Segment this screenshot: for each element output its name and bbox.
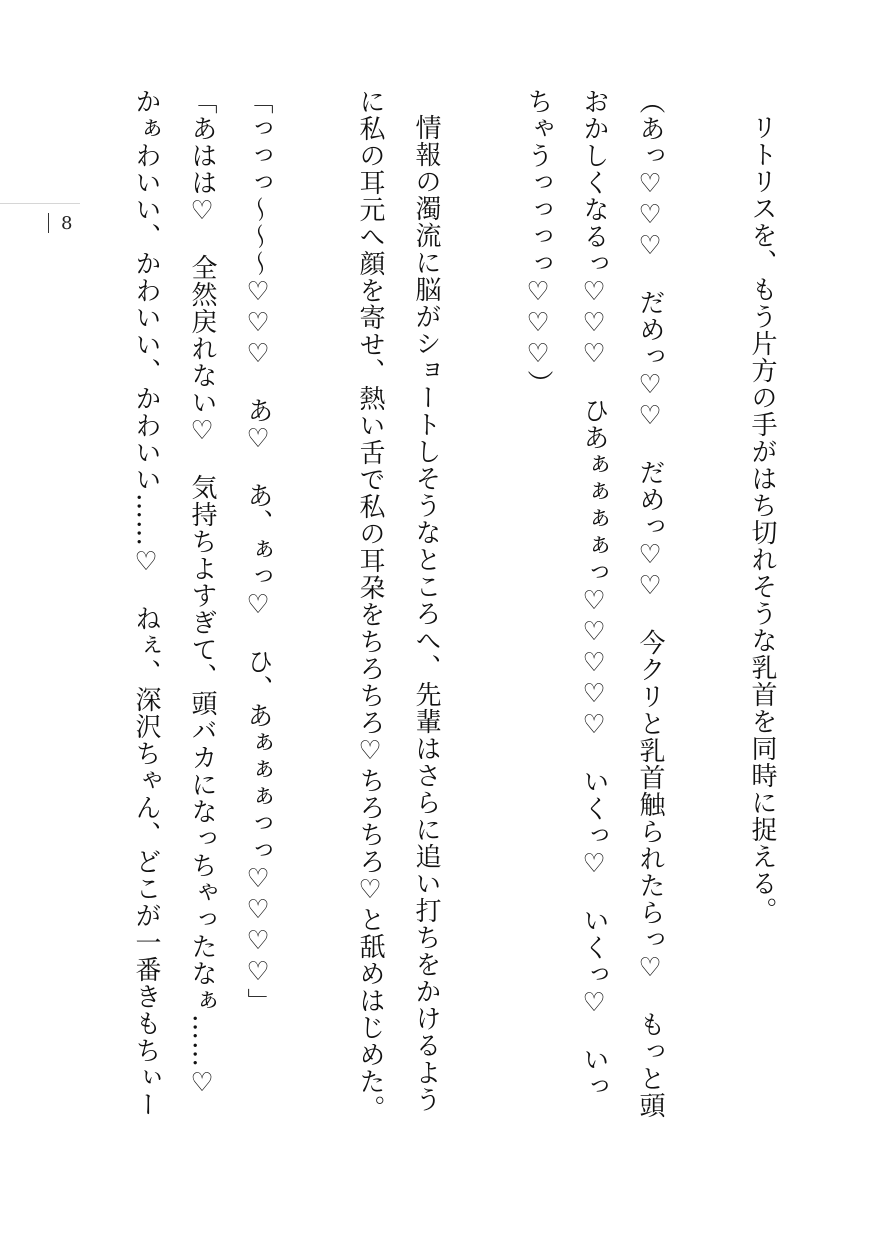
page-number-label: 8 — [61, 212, 73, 234]
text-line: ちゃうっっっっ♡♡♡） — [523, 88, 553, 397]
text-line: に私の耳元へ顔を寄せ、熱い舌で私の耳朶をちろちろ♡ちろちろ♡と舐めはじめた。 — [355, 88, 385, 1122]
blank-line — [286, 88, 342, 1168]
text-line: （あっ♡♡♡ だめっ♡♡ だめっ♡♡ 今クリと乳首触られたらっ♡ もっと頭 — [635, 88, 665, 1119]
header-rule — [0, 203, 80, 204]
page-number-divider — [48, 213, 49, 233]
page-number — [48, 208, 72, 238]
vertical-text-body — [100, 88, 790, 1168]
text-line: リトリスを、もう片方の手がはち切れそうな乳首を同時に捉える。 — [747, 114, 777, 924]
text-line: 「っっっ～～～♡♡♡ あ♡ あ、ぁっ♡ ひ、あぁぁぁっっ♡♡♡♡」 — [243, 88, 273, 1015]
blank-line — [454, 88, 510, 1168]
text-line: 「あはは♡ 全然戻れない♡ 気持ちよすぎて、頭バカになっちゃったなぁ……♡ — [187, 88, 217, 1099]
text-line: かぁわいい、かわいい、かわいい……♡ ねぇ、深沢ちゃん、どこが一番きもちぃー — [131, 88, 161, 1118]
text-line: 情報の濁流に脳がショートしそうなところへ、先輩はさらに追い打ちをかけるよう — [411, 114, 441, 1113]
blank-line — [678, 88, 734, 1168]
text-line: おかしくなるっ♡♡♡ ひあぁぁぁぁっ♡♡♡♡♡ いくっ♡ いくっ♡ いっ — [579, 88, 609, 1100]
